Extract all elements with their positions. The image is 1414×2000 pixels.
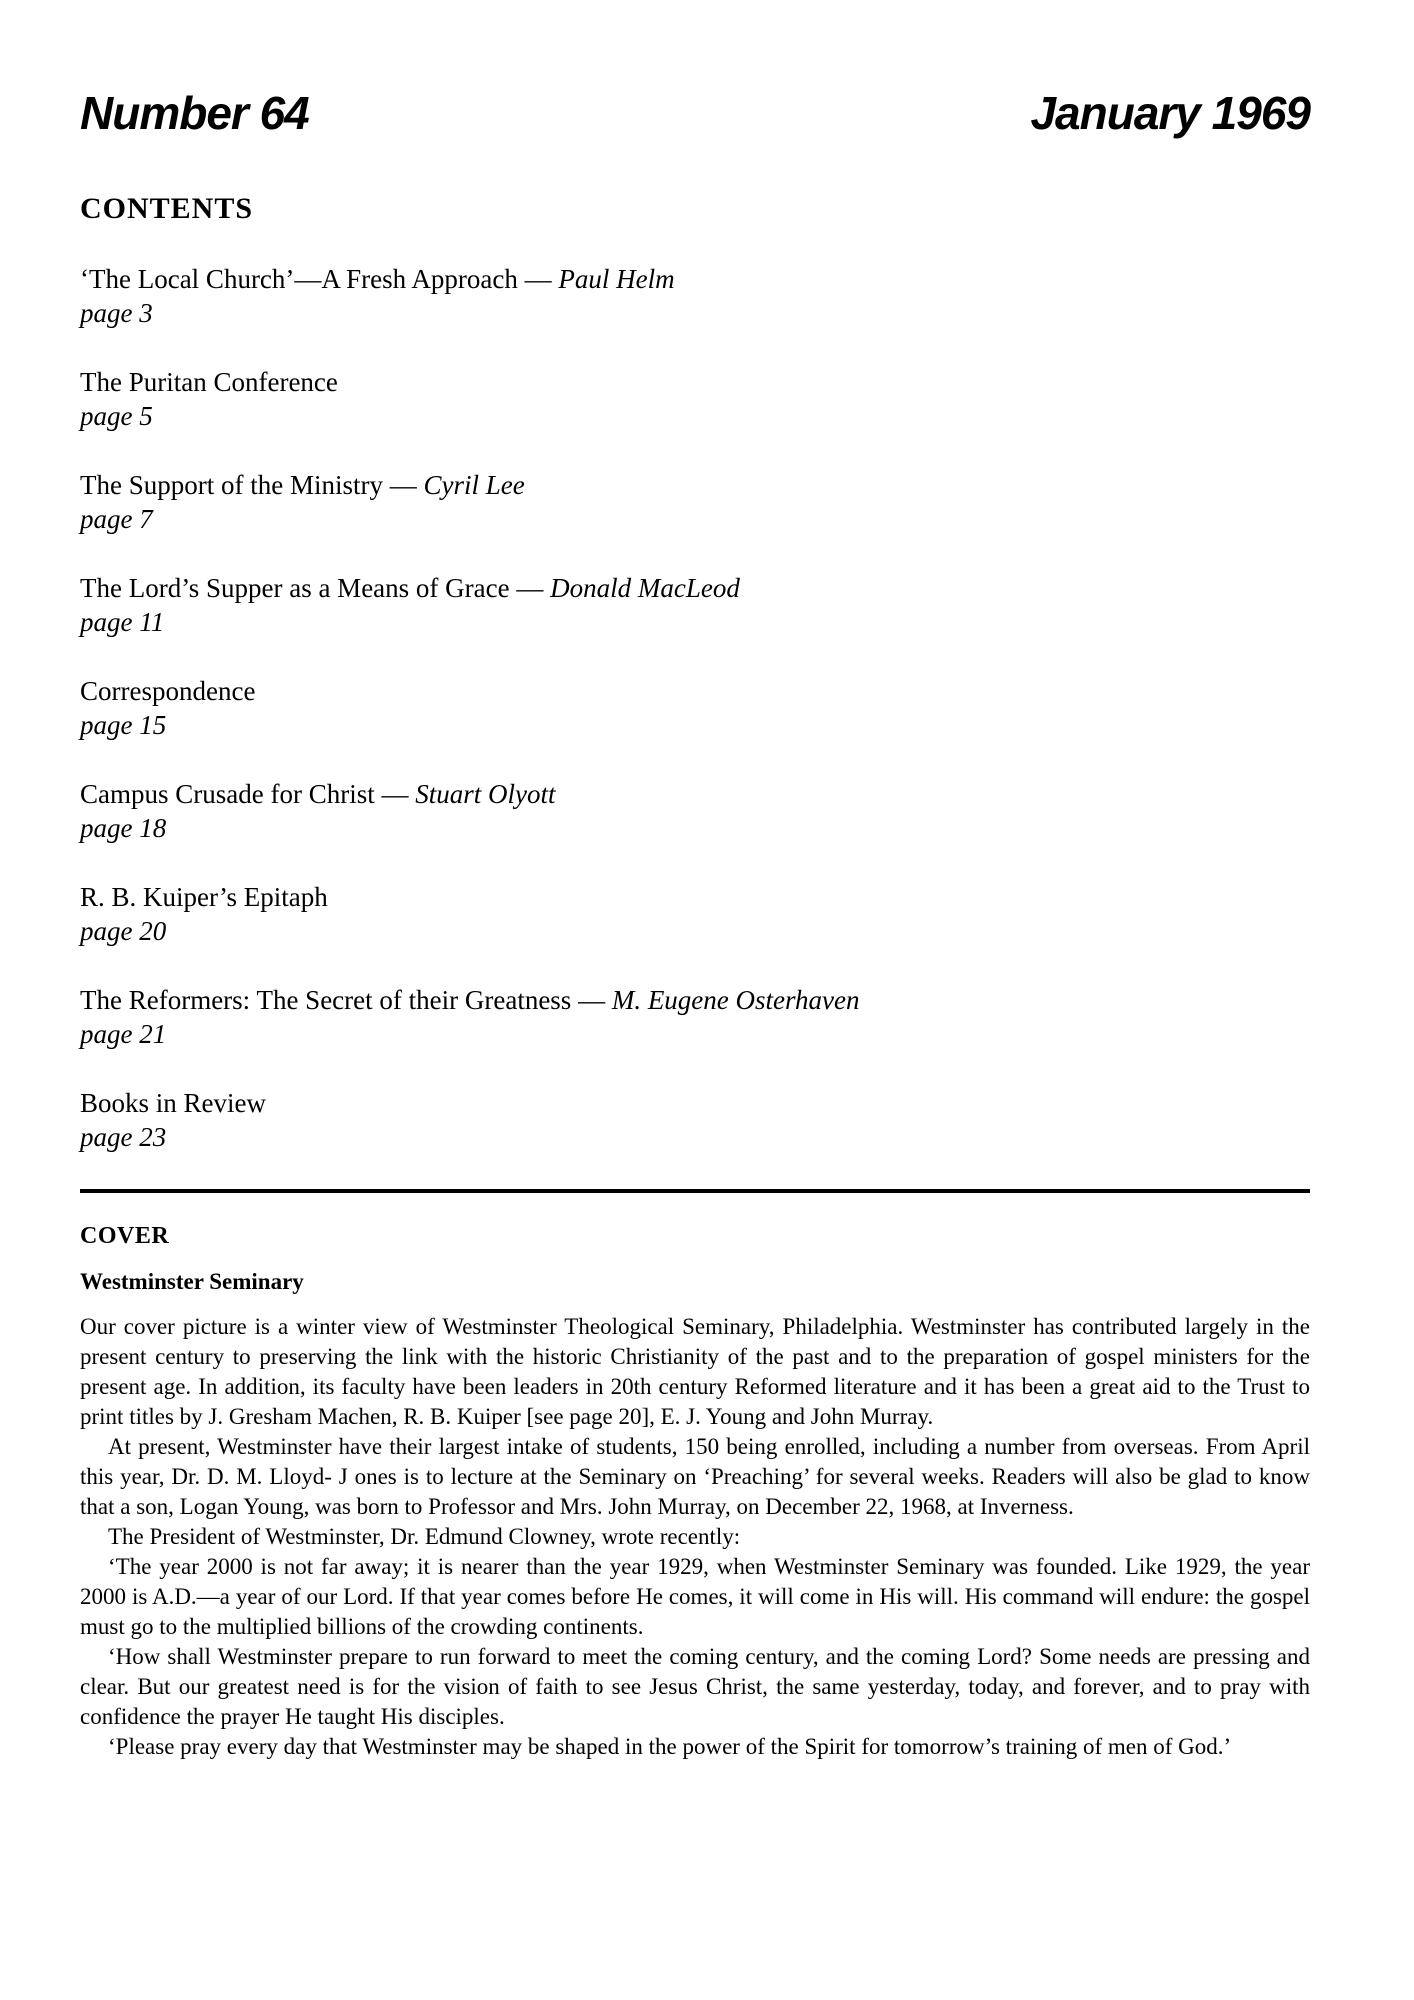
toc-title-text: The Puritan Conference: [80, 367, 338, 397]
toc-author: Donald MacLeod: [550, 573, 740, 603]
toc-page-label: page 18: [80, 813, 167, 843]
toc-author: Paul Helm: [558, 264, 675, 294]
cover-body: [80, 1312, 1310, 1762]
cover-heading: COVER: [80, 1223, 170, 1249]
toc-entry-title: [80, 365, 1310, 399]
toc-entry-title: [80, 468, 1310, 502]
cover-paragraph: Our cover picture is a winter view of Westminster Theological Seminary, Philadelphia. Westminster has contributed largely in the present century to preserving the link with the historic Christianity of the past and to the preparation of gospel ministers for the present age. In addition, its faculty have been leaders in 20th century Reformed literature and it has been a great aid to the Trust to print titles by J. Gresham Machen, R. B. Kuiper [see page 20], E. J. Young and John Murray.: [80, 1314, 1310, 1429]
cover-paragraph: ‘The year 2000 is not far away; it is nearer than the year 1929, when Westminster Seminary was founded. Like 1929, the year 2000 is A.D.—a year of our Lord. If that year comes before He comes, it will come in His will. His command will endure: the gospel must go to the multiplied billions of the crowding continents.: [80, 1554, 1310, 1639]
toc-page-label: page 11: [80, 607, 165, 637]
toc-page-label: page 7: [80, 504, 153, 534]
toc-title-text: ‘The Local Church’—A Fresh Approach —: [80, 264, 559, 294]
toc-title-text: The Lord’s Supper as a Means of Grace —: [80, 573, 551, 603]
toc-entry-title: [80, 262, 1310, 296]
contents-heading: CONTENTS: [80, 192, 254, 225]
toc-page-label: page 23: [80, 1122, 167, 1152]
toc-page-label: page 15: [80, 710, 167, 740]
toc-entry: [80, 1086, 1310, 1154]
toc-entry: [80, 365, 1310, 433]
cover-paragraph: ‘How shall Westminster prepare to run forward to meet the coming century, and the coming Lord? Some needs are pressing and clear. But our greatest need is for the vision of faith to see Jesus Christ, the same yesterday, today, and forever, and to pray with confidence the prayer He taught His disciples.: [80, 1644, 1310, 1729]
toc-page-label: page 3: [80, 298, 153, 328]
toc-author: M. Eugene Osterhaven: [611, 985, 860, 1015]
toc-entry-title: [80, 674, 1310, 708]
issue-number: Number 64: [80, 87, 309, 139]
cover-paragraph: The President of Westminster, Dr. Edmund Clowney, wrote recently:: [108, 1524, 741, 1549]
toc-title-text: R. B. Kuiper’s Epitaph: [80, 882, 328, 912]
toc-page-label: page 20: [80, 916, 167, 946]
toc-entry: [80, 777, 1310, 845]
toc-page-label: page 5: [80, 401, 153, 431]
toc-entry-title: [80, 777, 1310, 811]
toc-title-text: Campus Crusade for Christ —: [80, 779, 416, 809]
toc-entry-title: [80, 880, 1310, 914]
toc-entry: [80, 674, 1310, 742]
toc-entry-title: [80, 1086, 1310, 1120]
toc-entry-title: [80, 571, 1310, 605]
toc-title-text: Correspondence: [80, 676, 256, 706]
toc-author: Stuart Olyott: [415, 779, 556, 809]
section-divider: [80, 1189, 1310, 1193]
toc-entry: [80, 571, 1310, 639]
toc-author: Cyril Lee: [423, 470, 525, 500]
cover-paragraph: At present, Westminster have their largest intake of students, 150 being enrolled, including a number from overseas. From April this year, Dr. D. M. Lloyd- J ones is to lecture at the Seminary on ‘Preaching’ for several weeks. Readers will also be glad to know that a son, Logan Young, was born to Professor and Mrs. John Murray, on December 22, 1968, at Inverness.: [80, 1434, 1310, 1519]
toc-entry: [80, 262, 1310, 330]
toc-entry: [80, 880, 1310, 948]
toc-entry: [80, 468, 1310, 536]
cover-paragraph: ‘Please pray every day that Westminster may be shaped in the power of the Spirit for tomorrow’s training of men of God.’: [108, 1734, 1232, 1759]
table-of-contents: [80, 262, 1310, 1154]
toc-title-text: The Reformers: The Secret of their Greatness —: [80, 985, 612, 1015]
cover-subheading: Westminster Seminary: [80, 1269, 304, 1294]
toc-entry: [80, 983, 1310, 1051]
issue-date: January 1969: [1030, 87, 1310, 139]
toc-page-label: page 21: [80, 1019, 167, 1049]
toc-title-text: Books in Review: [80, 1088, 266, 1118]
toc-entry-title: [80, 983, 1310, 1017]
toc-title-text: The Support of the Ministry —: [80, 470, 424, 500]
masthead: [80, 88, 1310, 138]
